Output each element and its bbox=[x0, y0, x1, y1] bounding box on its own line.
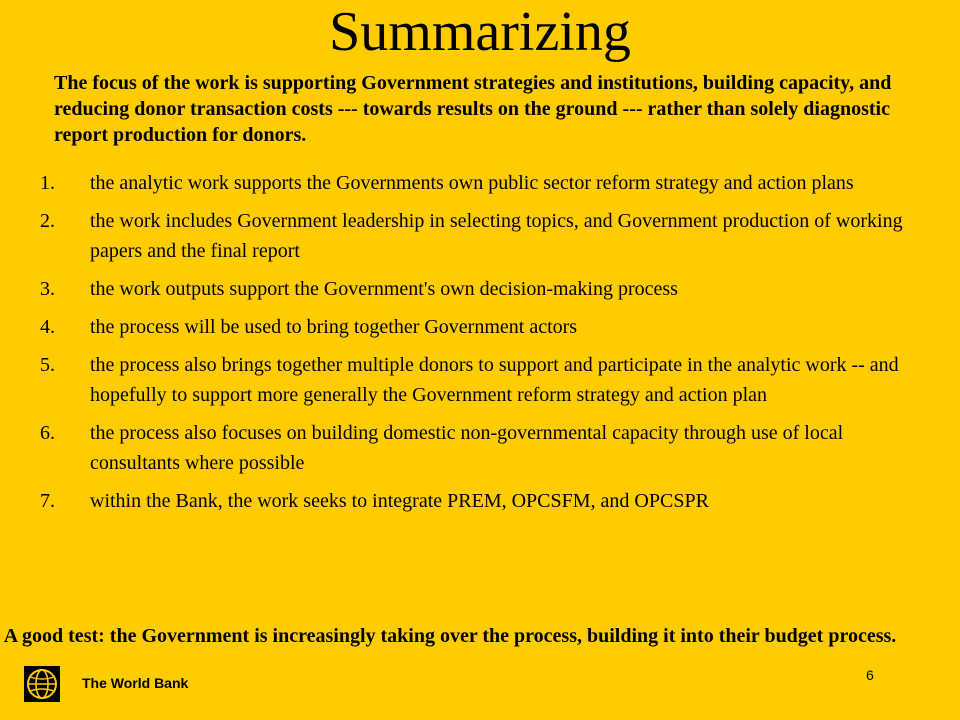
list-item-number: 2. bbox=[40, 210, 55, 232]
list-item bbox=[40, 486, 920, 516]
list-item bbox=[40, 418, 920, 478]
page-number: 6 bbox=[866, 667, 874, 683]
list-item-text: the process also focuses on building domestic non-governmental capacity through use of local consultants where possible bbox=[90, 422, 844, 474]
list-item-text: the work outputs support the Government's own decision-making process bbox=[90, 278, 678, 300]
list-item bbox=[40, 206, 920, 266]
list-item-number: 7. bbox=[40, 490, 55, 512]
summary-list bbox=[40, 168, 920, 524]
list-item-number: 6. bbox=[40, 422, 55, 444]
intro-paragraph: The focus of the work is supporting Government strategies and institutions, building capacity, and reducing donor transaction costs --- towards results on the ground --- rather than solely diagnostic report production for donors. bbox=[54, 72, 892, 146]
list-item-text: the analytic work supports the Governments own public sector reform strategy and action plans bbox=[90, 172, 854, 194]
list-item-number: 4. bbox=[40, 316, 55, 338]
slide-title: Summarizing bbox=[329, 1, 631, 63]
world-bank-globe-icon bbox=[24, 666, 60, 702]
list-item-number: 3. bbox=[40, 278, 55, 300]
list-item-number: 5. bbox=[40, 354, 55, 376]
list-item-text: within the Bank, the work seeks to integrate PREM, OPCSFM, and OPCSPR bbox=[90, 490, 709, 512]
list-item-text: the work includes Government leadership in selecting topics, and Government production of working papers and the final report bbox=[90, 210, 903, 262]
list-item bbox=[40, 168, 920, 198]
list-item-text: the process also brings together multiple donors to support and participate in the analytic work -- and hopefully to support more generally the Government reform strategy and action plan bbox=[90, 354, 899, 406]
list-item bbox=[40, 312, 920, 342]
list-item-number: 1. bbox=[40, 172, 55, 194]
organization-name: The World Bank bbox=[82, 675, 189, 691]
list-item bbox=[40, 274, 920, 304]
list-item-text: the process will be used to bring together Government actors bbox=[90, 316, 578, 338]
good-test-statement: A good test: the Government is increasingly taking over the process, building it into their budget process. bbox=[3, 625, 897, 647]
list-item bbox=[40, 350, 920, 410]
